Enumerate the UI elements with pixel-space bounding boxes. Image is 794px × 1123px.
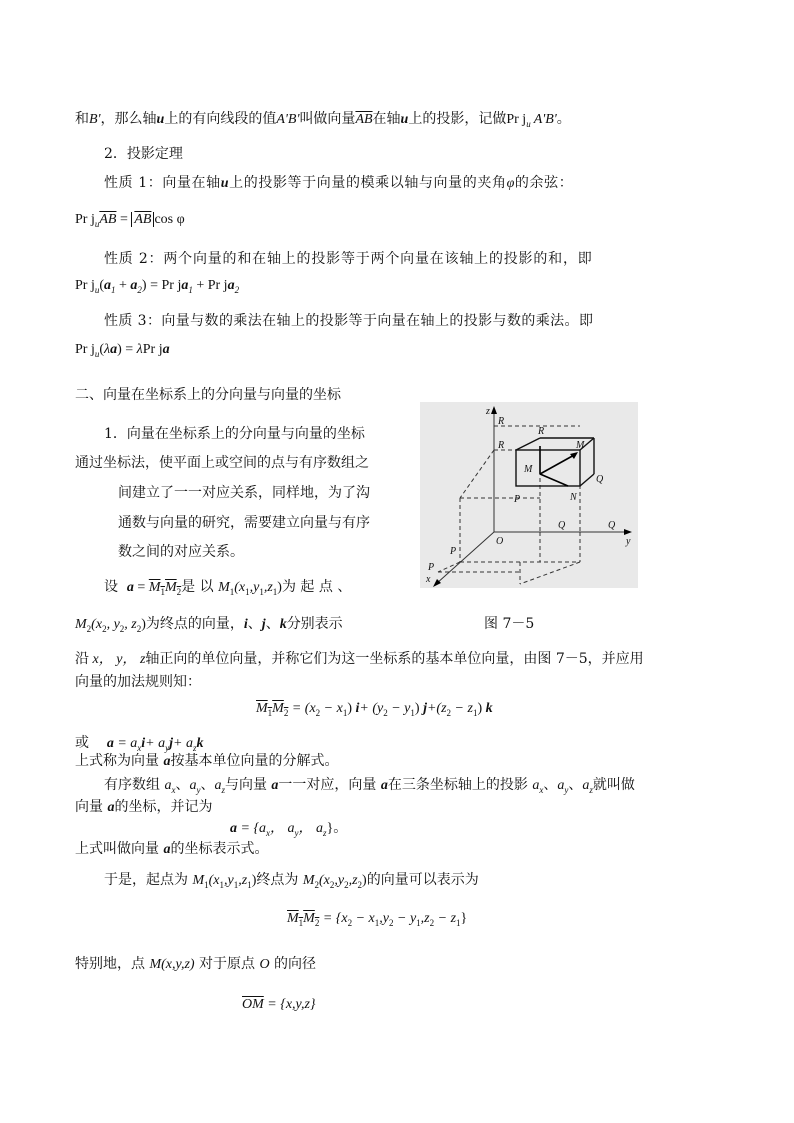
paragraph-line-4: 数之间的对应关系。 [118, 544, 244, 560]
decomposition-line: 上式称为向量 a按基本单位向量的分解式。 [75, 753, 339, 769]
property-2: 性质 2：两个向量的和在轴上的投影等于两个向量在该轴上的投影的和，即 [104, 251, 593, 267]
label-P1: P [450, 546, 457, 557]
paragraph-line-2: 间建立了一一对应关系，同样地，为了沟 [118, 485, 370, 501]
label-x: x [426, 574, 431, 585]
equation-6: $M_1M_2 = \{x_2 - x_1,y_2 - y_1,z_2 - z_1\}$ [287, 911, 468, 928]
property-3: 性质 3：向量与数的乘法在轴上的投影等于向量在轴上的投影与数的乘法。即 [104, 313, 594, 329]
paragraph-line-3: 通数与向量的研究，需要建立向量与有序 [118, 515, 370, 531]
equation-3: Pr $j_u(\lambda a) = \lambda Pr$ ja [75, 342, 170, 359]
label-O: O [496, 536, 504, 547]
equation-1: Pr $j_u\overline{AB} = \overline{AB}$ cos φ [75, 212, 185, 229]
label-R1: R [498, 440, 505, 451]
ordered-array-line: 有序数组 $a_x$、$a_y$、$a_z$与向量 a一一对应，向量 a在三条坐标轴上的投影 $a_x$、$a_y$、$a_z$就叫做 [104, 777, 635, 795]
label-Q1: Q [558, 520, 566, 531]
section-heading: 二、向量在坐标系上的分向量与向量的坐标 [75, 387, 341, 403]
equation-2: Pr $j_u(a_1 + a_2) = Pr$ $ja_1 + Pr$ $ja_2$ [75, 278, 240, 295]
figure-caption: 图 7－5 [484, 616, 535, 632]
label-z: z [486, 406, 490, 417]
paragraph-basis-cont: 向量的加法规则知： [75, 674, 201, 690]
vector-definition-line: 设 $a = M_1M_2$是 以 $M_1(x_1,y_1,z_1)$为 起 点 、 [104, 579, 352, 597]
label-R2: R [498, 416, 505, 427]
label-y: y [626, 536, 631, 547]
label-N: N [570, 492, 577, 503]
equation-5: $a = \{a_x$， $a_y$， $a_z$}。 [230, 821, 348, 838]
subsection-projection-theorem: 2．投影定理 [104, 146, 183, 162]
equation-7: $\overline{OM} = \{x,y,z\}$ [242, 997, 316, 1012]
or-line: 或 $a = a_xi+ a_yj+ a_zk$ [75, 735, 204, 753]
label-M2: M [576, 440, 585, 451]
equation-4: $M_1M_2 = (x_2 - x_1)$ $i+ (y_2 - y_1) j+(z_2 - z_1)$ k [256, 701, 493, 718]
label-M1: M [524, 464, 533, 475]
label-R: R [538, 426, 545, 437]
coordinate-line: 向量 a的坐标，并记为 [75, 799, 213, 815]
paragraph-line-1: 通过坐标法，使平面上或空间的点与有序数组之 [75, 455, 369, 471]
subsection-heading: 1．向量在坐标系上的分向量与向量的坐标 [104, 426, 365, 442]
label-P: P [514, 494, 521, 505]
thus-line: 于是，起点为 $M_1(x_1,y_1,z_1)$终点为 $M_2(x_2,y_2,z_2)$的向量可以表示为 [104, 872, 479, 890]
coordinate-form-line: 上式叫做向量 a的坐标表示式。 [75, 841, 269, 857]
intro-line: 和B'，那么轴u上的有向线段的值A'B'叫做向量$\overline{AB}$在轴u上的投影，记做Pr $j_u$ A'B'。 [75, 111, 571, 129]
special-line: 特别地，点 M(x,y,z) 对于原点 O 的向径 [75, 956, 317, 972]
label-Q: Q [596, 474, 604, 485]
endpoint-line: $M_2(x_2$, $y_2$, $z_2$)为终点的向量，i、j、k分别表示 [75, 616, 343, 634]
coordinate-box-diagram [420, 402, 638, 588]
label-Q2: Q [608, 520, 616, 531]
figure-7-5 [420, 402, 638, 588]
paragraph-basis: 沿 x， y， z轴正向的单位向量，并称它们为这一坐标系的基本单位向量，由图 7－5，并应用 [75, 651, 644, 667]
property-1: 性质 1：向量在轴u上的投影等于向量的模乘以轴与向量的夹角φ的余弦： [104, 175, 574, 191]
label-P2: P [428, 562, 435, 573]
